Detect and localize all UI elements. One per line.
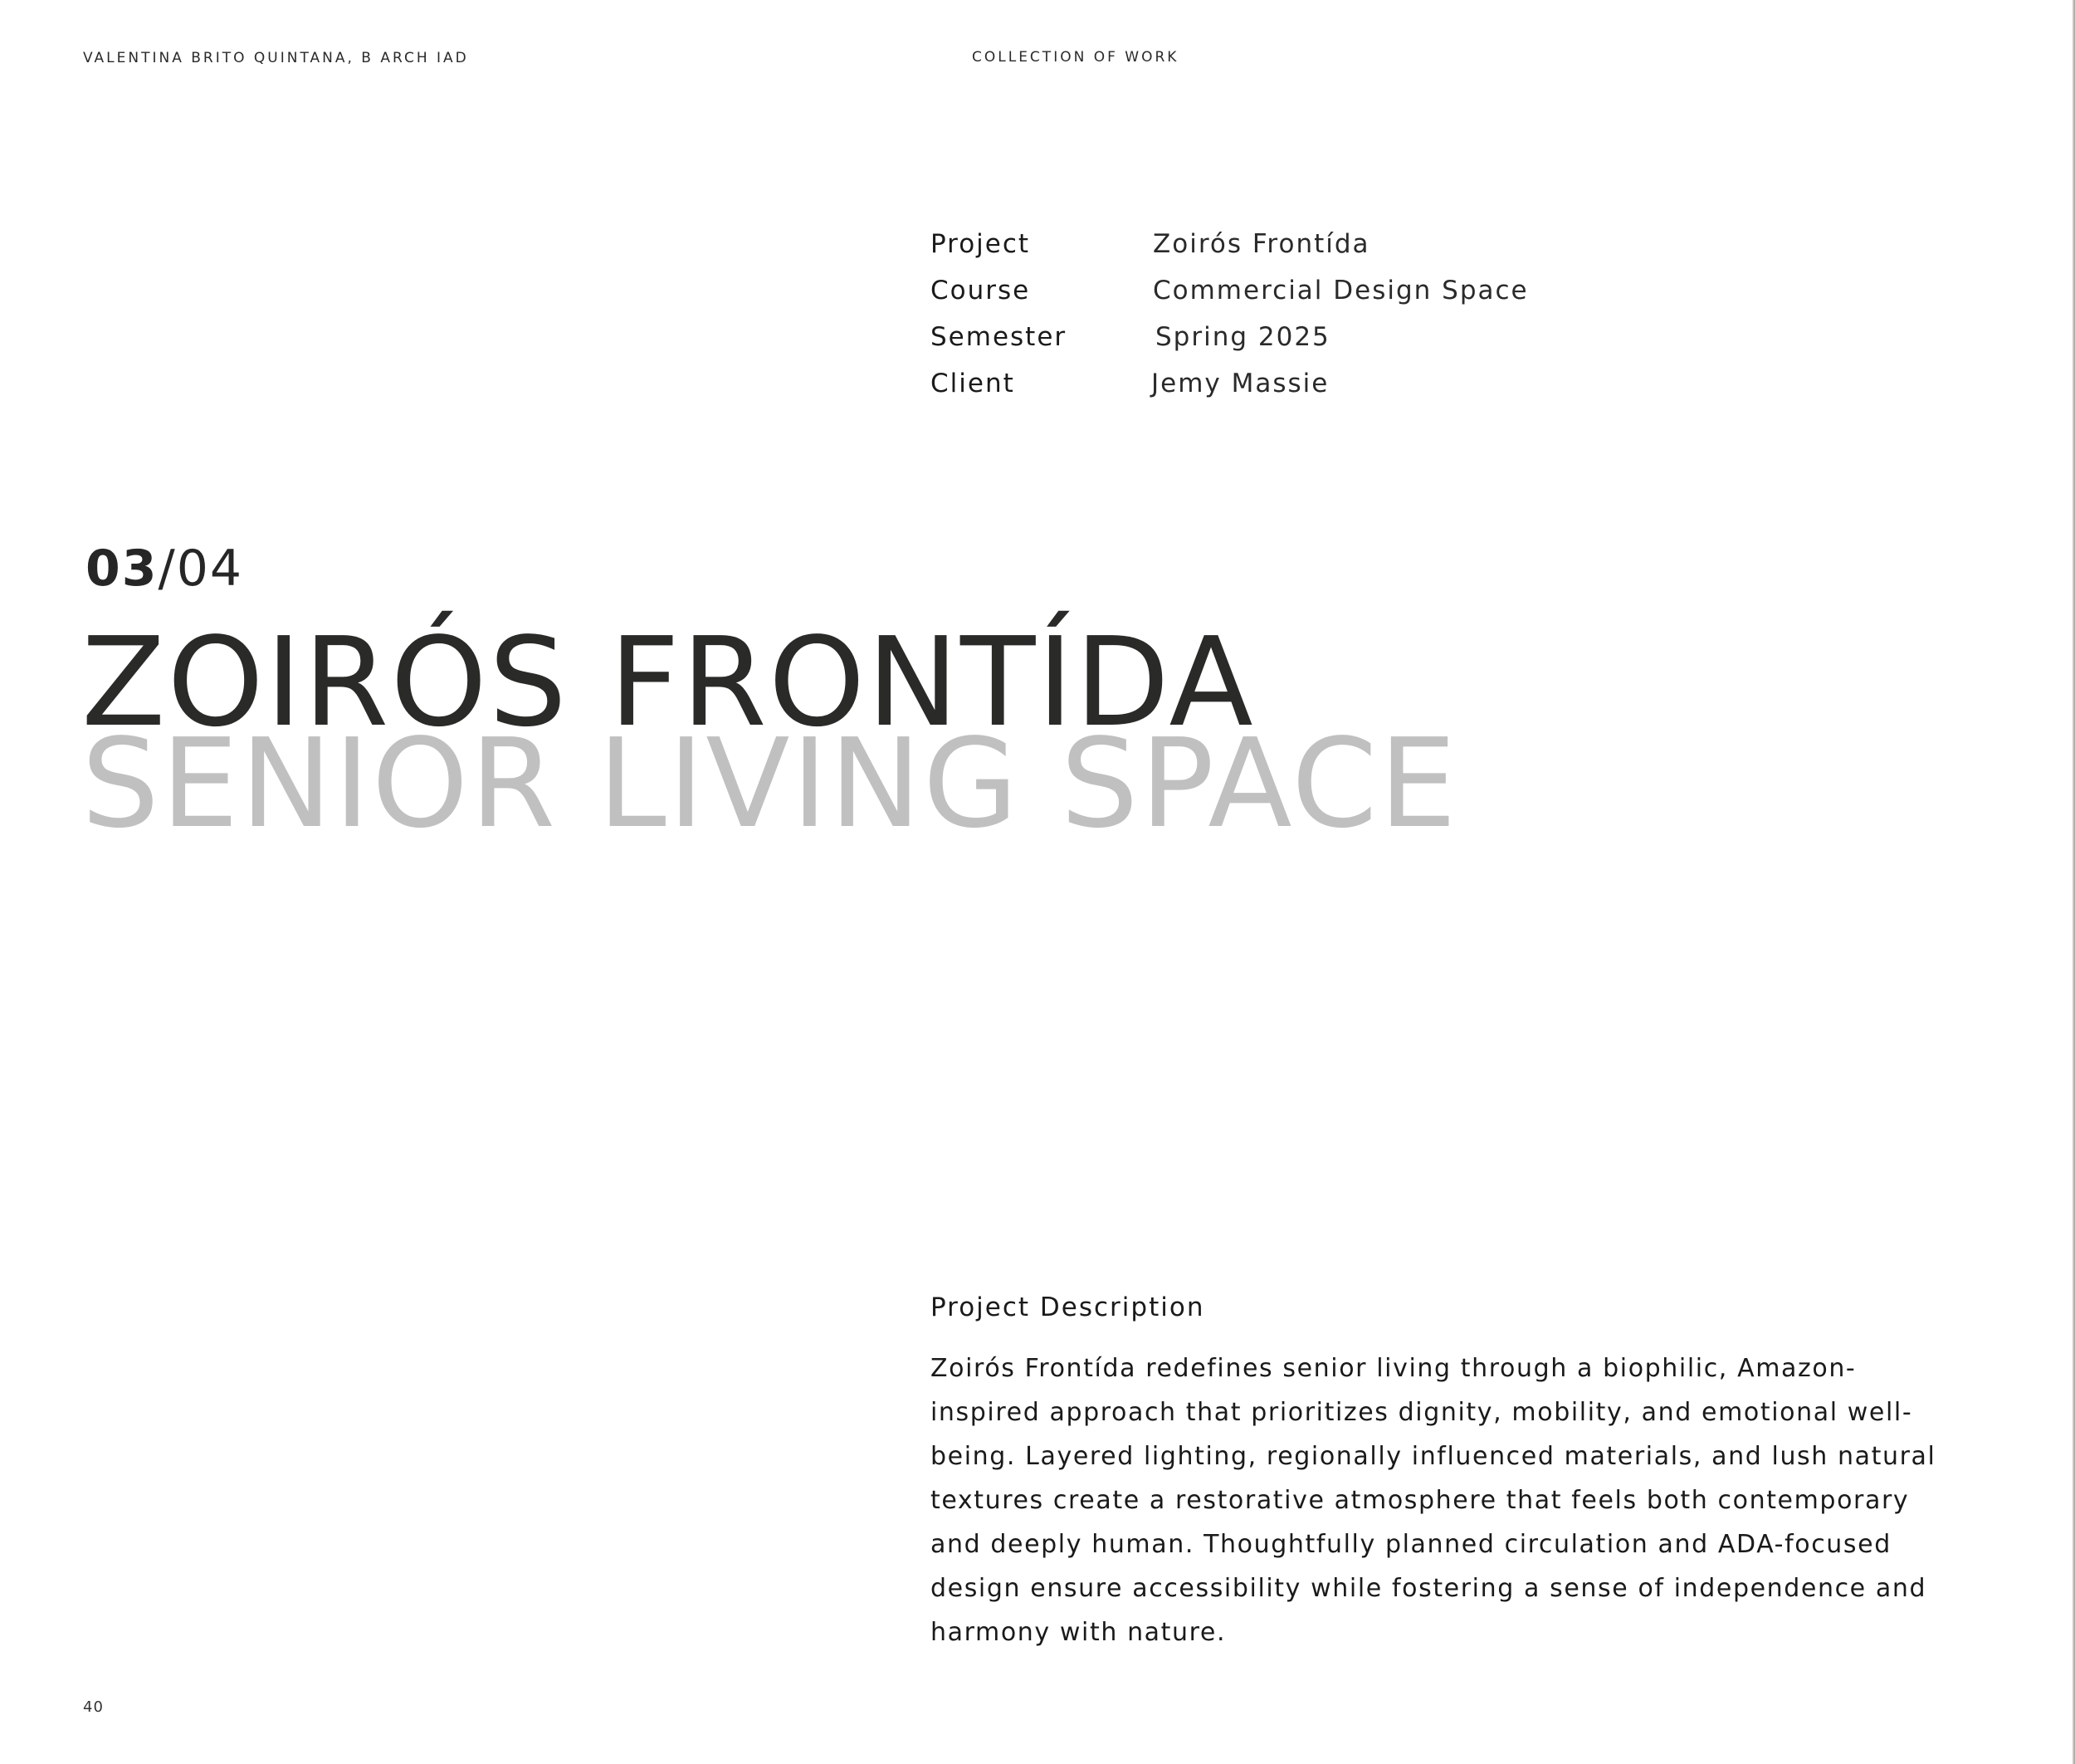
- meta-label: Course: [930, 276, 1031, 305]
- project-title: ZOIRÓS FRONTÍDA: [81, 611, 1255, 754]
- meta-label: Semester: [930, 322, 1067, 352]
- description-line: being. Layered lighting, regionally influenced materials, and lush natural: [930, 1442, 1936, 1471]
- description-line: textures create a restorative atmosphere that feels both contemporary: [930, 1486, 1910, 1515]
- meta-value: Spring 2025: [1155, 322, 1330, 352]
- meta-label: Project: [930, 229, 1031, 259]
- description-line: harmony with nature.: [930, 1618, 1227, 1647]
- description-line: inspired approach that prioritizes dignity, mobility, and emotional well-: [930, 1398, 1913, 1427]
- author-header: VALENTINA BRITO QUINTANA, B ARCH IAD: [83, 50, 469, 66]
- description-line: and deeply human. Thoughtfully planned circulation and ADA-focused: [930, 1530, 1892, 1559]
- counter-separator: /: [158, 540, 177, 598]
- description-heading: Project Description: [930, 1292, 1205, 1322]
- project-subtitle: SENIOR LIVING SPACE: [81, 712, 1458, 855]
- project-counter: [85, 540, 243, 598]
- counter-current: 03: [85, 540, 159, 598]
- description-line: design ensure accessibility while fostering a sense of independence and: [930, 1574, 1927, 1603]
- page-number: 40: [83, 1698, 104, 1716]
- meta-value: Commercial Design Space: [1153, 276, 1529, 305]
- collection-header: COLLECTION OF WORK: [972, 49, 1179, 66]
- description-body: [930, 1346, 1960, 1654]
- meta-value: Zoirós Frontída: [1153, 229, 1370, 259]
- meta-label: Client: [930, 369, 1015, 398]
- meta-value: Jemy Massie: [1151, 369, 1330, 398]
- description-line: Zoirós Frontída redefines senior living through a biophilic, Amazon-: [930, 1354, 1857, 1383]
- counter-total: 04: [176, 540, 244, 598]
